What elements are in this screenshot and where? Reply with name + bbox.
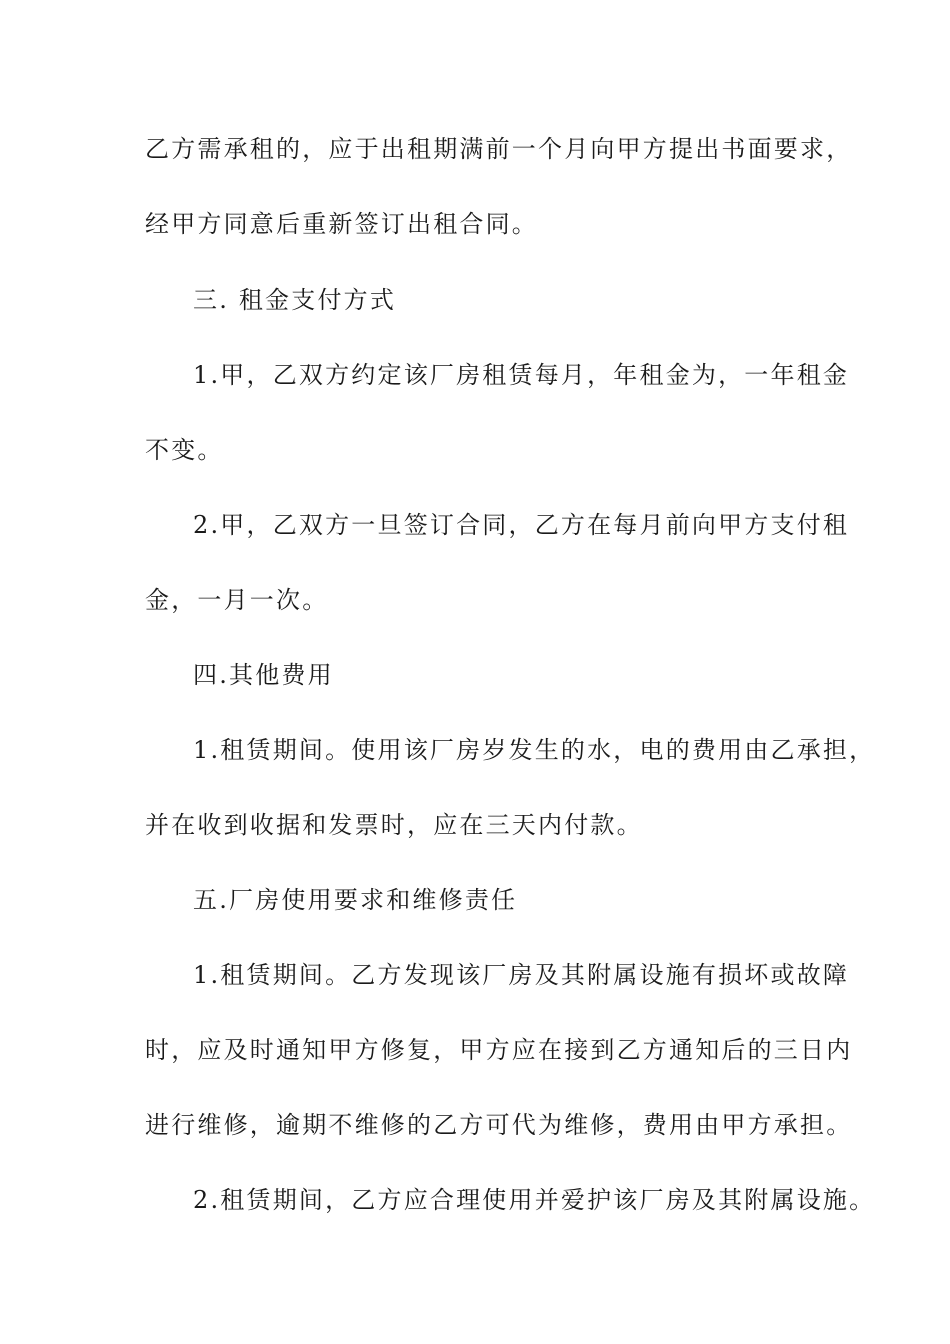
paragraph-line: 2.租赁期间，乙方应合理使用并爱护该厂房及其附属设施。 bbox=[193, 1186, 876, 1214]
paragraph-line: 1.租赁期间。乙方发现该厂房及其附属设施有损坏或故障 bbox=[193, 961, 850, 989]
paragraph-line: 时，应及时通知甲方修复，甲方应在接到乙方通知后的三日内 bbox=[145, 1036, 853, 1064]
section-heading: 三. 租金支付方式 bbox=[193, 286, 397, 314]
paragraph-line: 进行维修，逾期不维修的乙方可代为维修，费用由甲方承担。 bbox=[145, 1111, 853, 1139]
paragraph-line: 1.租赁期间。使用该厂房岁发生的水，电的费用由乙承担， bbox=[193, 736, 876, 764]
paragraph-line: 乙方需承租的，应于出租期满前一个月向甲方提出书面要求， bbox=[145, 135, 853, 163]
paragraph-line: 不变。 bbox=[145, 436, 224, 464]
paragraph-line: 2.甲，乙双方一旦签订合同，乙方在每月前向甲方支付租 bbox=[193, 511, 850, 539]
paragraph-line: 金，一月一次。 bbox=[145, 586, 329, 614]
paragraph-line: 1.甲，乙双方约定该厂房租赁每月，年租金为，一年租金 bbox=[193, 361, 850, 389]
paragraph-line: 并在收到收据和发票时，应在三天内付款。 bbox=[145, 811, 643, 839]
section-heading: 五.厂房使用要求和维修责任 bbox=[193, 886, 518, 914]
paragraph-line: 经甲方同意后重新签订出租合同。 bbox=[145, 210, 538, 238]
section-heading: 四.其他费用 bbox=[193, 661, 334, 689]
